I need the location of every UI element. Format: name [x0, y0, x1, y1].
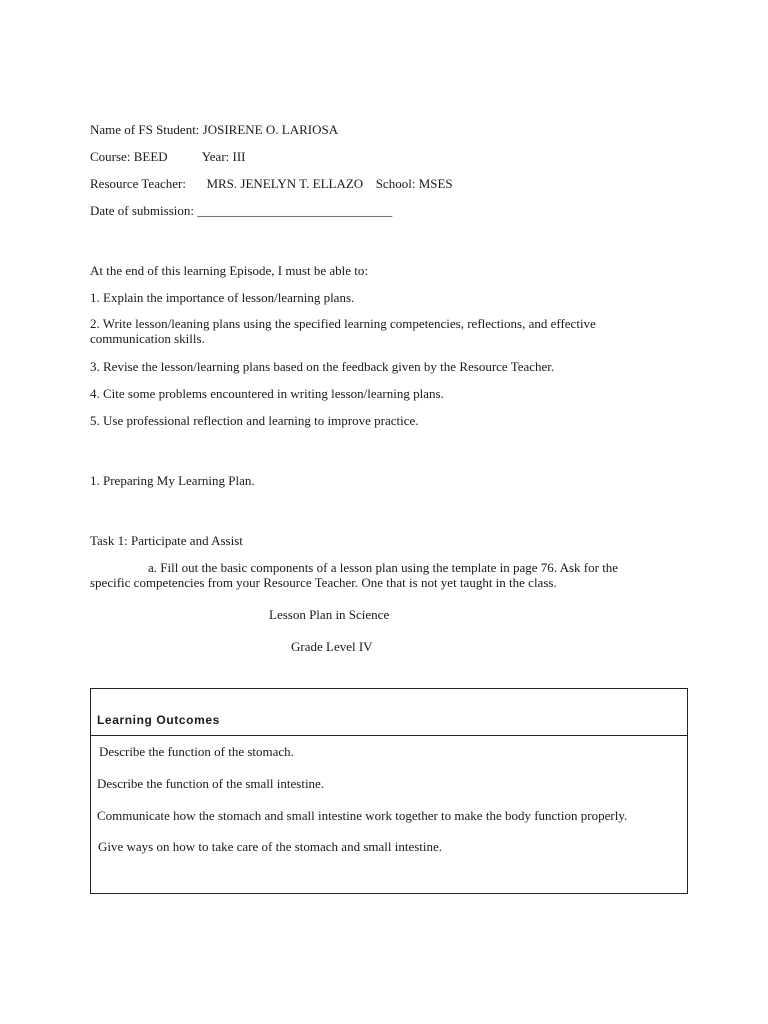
objective-item: 4. Cite some problems encountered in writing lesson/learning plans. [90, 386, 444, 401]
student-name-label: Name of FS Student: [90, 122, 200, 137]
course-value: BEED [133, 149, 168, 164]
school-label: School: [375, 176, 416, 191]
resource-teacher-label: Resource Teacher: [90, 176, 186, 191]
student-name-line [90, 122, 338, 137]
learning-outcome-item: Describe the function of the stomach. [99, 744, 294, 759]
lesson-plan-title: Lesson Plan in Science [269, 607, 390, 622]
learning-outcomes-header: Learning Outcomes [97, 713, 220, 727]
year-label: Year: [201, 149, 230, 164]
submission-date-blank: ______________________________ [197, 203, 393, 218]
objective-item: 3. Revise the lesson/learning plans based on the feedback given by the Resource Teacher. [90, 359, 555, 374]
learning-outcome-item: Describe the function of the small intestine. [97, 776, 325, 791]
learning-outcome-item: Communicate how the stomach and small intestine work together to make the body function properly. [97, 808, 628, 823]
resource-teacher-value: MRS. JENELYN T. ELLAZO [206, 176, 364, 191]
student-name-value: JOSIRENE O. LARIOSA [202, 122, 339, 137]
learning-outcomes-table [90, 688, 688, 894]
course-label: Course: [90, 149, 131, 164]
submission-date-line [90, 203, 392, 218]
course-year-line [90, 149, 246, 164]
objectives-intro: At the end of this learning Episode, I must be able to: [90, 263, 368, 278]
task-title: Task 1: Participate and Assist [90, 533, 243, 548]
objective-item: 5. Use professional reflection and learning to improve practice. [90, 413, 419, 428]
objective-item: 2. Write lesson/leaning plans using the specified learning competencies, reflections, and effective communication skills. [90, 316, 596, 346]
learning-outcome-item: Give ways on how to take care of the stomach and small intestine. [98, 839, 443, 854]
year-value: III [232, 149, 246, 164]
teacher-school-line [90, 176, 453, 191]
objective-item: 1. Explain the importance of lesson/learning plans. [90, 290, 355, 305]
learning-outcomes-header-cell [91, 689, 687, 736]
task-instruction: a. Fill out the basic components of a lesson plan using the template in page 76. Ask for the specific competencies from your Resource Teacher. One that is not yet taught in the class. [90, 560, 619, 590]
grade-level: Grade Level IV [291, 639, 373, 654]
submission-date-label: Date of submission: [90, 203, 194, 218]
section-title: 1. Preparing My Learning Plan. [90, 473, 255, 488]
school-value: MSES [418, 176, 453, 191]
